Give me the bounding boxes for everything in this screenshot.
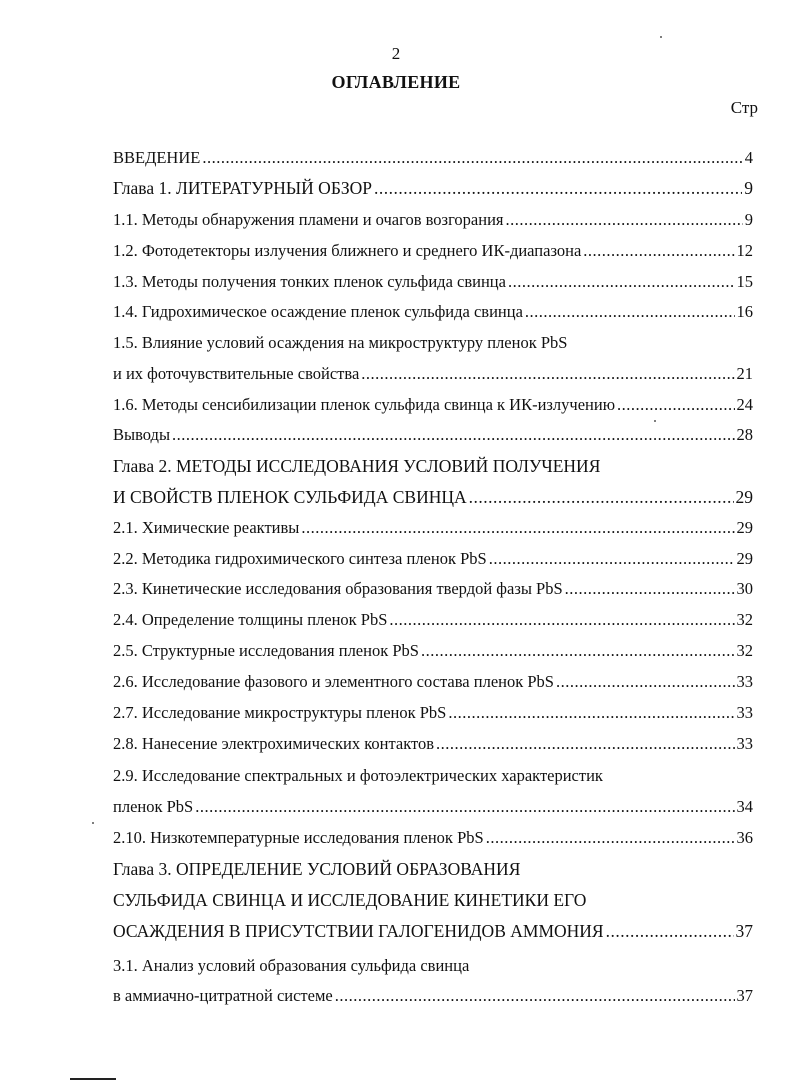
toc-leader [525, 300, 735, 324]
toc-entry [113, 239, 753, 263]
toc-entry-text: СУЛЬФИДА СВИНЦА И ИССЛЕДОВАНИЕ КИНЕТИКИ ЕГО [113, 890, 587, 910]
toc-entry-text: Глава 2. МЕТОДЫ ИССЛЕДОВАНИЯ УСЛОВИЙ ПОЛУЧЕНИЯ [113, 456, 601, 476]
toc-entry-page: 32 [736, 641, 753, 660]
toc-leader [556, 670, 735, 694]
toc-entry-text: 2.7. Исследование микроструктуры пленок PbS [113, 703, 447, 722]
toc-leader [508, 270, 735, 294]
toc-entry-text: и их фоточувствительные свойства [113, 364, 360, 383]
toc-entry-text: 2.6. Исследование фазового и элементного состава пленок PbS [113, 672, 554, 691]
toc-entry [113, 639, 753, 663]
scan-speck [92, 822, 94, 824]
toc-entry-page: 28 [736, 425, 753, 444]
toc-entry-text: 1.2. Фотодетекторы излучения ближнего и среднего ИК-диапазона [113, 241, 582, 260]
toc-entry [113, 577, 753, 601]
toc-entry-page: 9 [744, 178, 753, 198]
toc-leader [172, 423, 734, 447]
toc-entry [113, 670, 753, 694]
toc-leader [565, 577, 735, 601]
toc-entry [113, 984, 753, 1008]
toc-entry [113, 393, 753, 417]
toc-entry-page: 30 [736, 579, 753, 598]
toc-entry-page: 36 [736, 828, 753, 847]
scan-speck [660, 36, 662, 38]
toc-entry-continued [113, 888, 753, 912]
toc-entry-page: 33 [736, 703, 753, 722]
toc-leader [436, 732, 734, 756]
toc-entry-continued [113, 764, 753, 788]
toc-entry [113, 176, 753, 200]
toc-entry-text: Глава 1. ЛИТЕРАТУРНЫЙ ОБЗОР [113, 178, 373, 198]
toc-entry-page: 4 [744, 148, 753, 167]
toc-leader [617, 393, 734, 417]
toc-entry-page: 37 [736, 986, 753, 1005]
toc-entry-text: 1.6. Методы сенсибилизации пленок сульфида свинца к ИК-излучению [113, 395, 616, 414]
toc-leader [489, 547, 735, 571]
toc-entry [113, 362, 753, 386]
toc-entry [113, 423, 753, 447]
toc-leader [195, 795, 734, 819]
toc-entry [113, 701, 753, 725]
toc-entry-text: ОСАЖДЕНИЯ В ПРИСУТСТВИИ ГАЛОГЕНИДОВ АММОНИЯ [113, 921, 604, 941]
toc-entry-text: 2.9. Исследование спектральных и фотоэлектрических характеристик [113, 766, 603, 785]
toc-entry-page: 12 [736, 241, 753, 260]
toc-entry-text: в аммиачно-цитратной системе [113, 986, 333, 1005]
toc-entry-text: 2.5. Структурные исследования пленок PbS [113, 641, 419, 660]
toc-leader [301, 516, 734, 540]
toc-leader [361, 362, 734, 386]
scan-mark [70, 1078, 116, 1080]
toc-entry-text: 2.3. Кинетические исследования образования твердой фазы PbS [113, 579, 563, 598]
toc-entry-page: 37 [735, 921, 753, 941]
toc-entry-text: Глава 3. ОПРЕДЕЛЕНИЕ УСЛОВИЙ ОБРАЗОВАНИЯ [113, 859, 521, 879]
toc-entry [113, 547, 753, 571]
toc-entry-text: 2.10. Низкотемпературные исследования пленок PbS [113, 828, 484, 847]
toc-entry-text: 2.8. Нанесение электрохимических контактов [113, 734, 435, 753]
toc-entry-page: 15 [736, 272, 753, 291]
toc-entry-page: 21 [736, 364, 753, 383]
toc-entry-text: 1.4. Гидрохимическое осаждение пленок сульфида свинца [113, 302, 523, 321]
toc-leader [486, 826, 735, 850]
scan-speck [654, 420, 656, 422]
toc-leader [469, 485, 734, 509]
toc-entry-text: 1.3. Методы получения тонких пленок сульфида свинца [113, 272, 506, 291]
toc-entry-page: 33 [736, 734, 753, 753]
toc-entry-text: 3.1. Анализ условий образования сульфида свинца [113, 956, 470, 975]
toc-entry [113, 919, 753, 943]
toc-entry-text: 2.2. Методика гидрохимического синтеза пленок PbS [113, 549, 487, 568]
toc-entry-text: 1.1. Методы обнаружения пламени и очагов возгорания [113, 210, 504, 229]
toc-entry-text: И СВОЙСТВ ПЛЕНОК СУЛЬФИДА СВИНЦА [113, 487, 467, 507]
toc-entry-page: 29 [735, 487, 753, 507]
toc-entry-continued [113, 857, 753, 881]
toc-entry [113, 795, 753, 819]
page-column-label: Стр [730, 98, 758, 117]
toc-entry [113, 608, 753, 632]
toc-leader [202, 146, 742, 170]
toc-entry-text: 2.4. Определение толщины пленок PbS [113, 610, 388, 629]
toc-entry [113, 485, 753, 509]
toc-entry-page: 32 [736, 610, 753, 629]
toc-entry-continued [113, 954, 753, 978]
toc-leader [606, 919, 734, 943]
toc-entry [113, 300, 753, 324]
toc-entry-page: 9 [744, 210, 753, 229]
toc-leader [374, 176, 742, 200]
toc-entry-page: 33 [736, 672, 753, 691]
page-title: ОГЛАВЛЕНИЕ [331, 72, 461, 92]
toc-leader [335, 984, 735, 1008]
toc-entry-continued [113, 331, 753, 355]
toc-entry-page: 29 [736, 518, 753, 537]
toc-entry-text: Выводы [113, 425, 171, 444]
toc-leader [389, 608, 734, 632]
toc-leader [583, 239, 734, 263]
toc-leader [421, 639, 735, 663]
toc-entry [113, 732, 753, 756]
toc-leader [506, 208, 743, 232]
toc-entry [113, 270, 753, 294]
toc-entry-continued [113, 454, 753, 478]
toc-entry-text: 1.5. Влияние условий осаждения на микроструктуру пленок PbS [113, 333, 568, 352]
toc-entry [113, 826, 753, 850]
page-number: 2 [391, 44, 401, 63]
toc-entry [113, 146, 753, 170]
toc-entry-text: ВВЕДЕНИЕ [113, 148, 201, 167]
toc-entry-text: 2.1. Химические реактивы [113, 518, 300, 537]
toc-entry-page: 24 [736, 395, 753, 414]
toc-entry-text: пленок PbS [113, 797, 194, 816]
toc-entry-page: 16 [736, 302, 753, 321]
toc-entry-page: 29 [736, 549, 753, 568]
toc-leader [448, 701, 734, 725]
toc-entry-page: 34 [736, 797, 753, 816]
toc-entry [113, 208, 753, 232]
toc-entry [113, 516, 753, 540]
